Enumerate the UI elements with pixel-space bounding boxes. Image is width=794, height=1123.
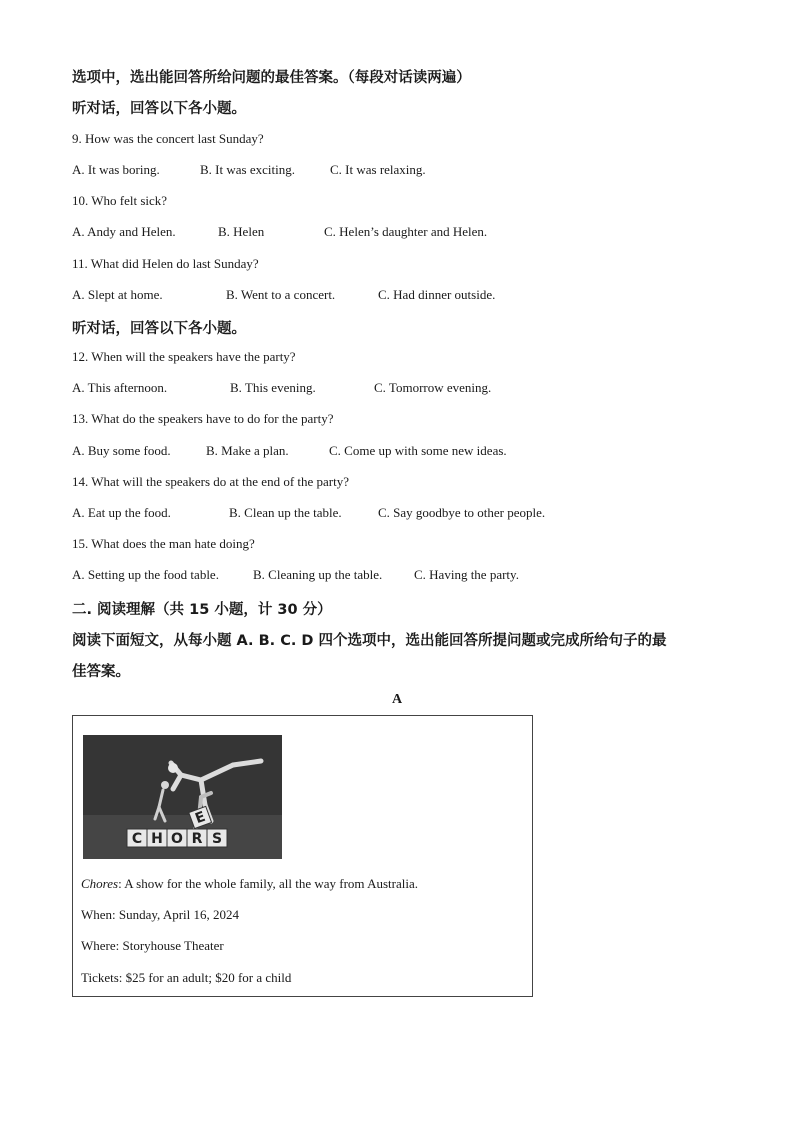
q10-option-c: C. Helen’s daughter and Helen. bbox=[324, 224, 488, 239]
q14-option-c: C. Say goodbye to other people. bbox=[378, 505, 546, 520]
show-tickets: Tickets: $25 for an adult; $20 for a child bbox=[81, 970, 292, 985]
q9-option-a: A. It was boring. bbox=[72, 162, 160, 177]
q13-option-a: A. Buy some food. bbox=[72, 443, 171, 458]
question-12: 12. When will the speakers have the party? bbox=[72, 349, 296, 364]
show-description bbox=[81, 876, 418, 892]
q13-option-c: C. Come up with some new ideas. bbox=[329, 443, 507, 458]
q14-option-a: A. Eat up the food. bbox=[72, 505, 171, 520]
block-letter: S bbox=[211, 831, 223, 847]
passage-label: A bbox=[391, 692, 403, 707]
q9-option-b: B. It was exciting. bbox=[200, 162, 295, 177]
question-9: 9. How was the concert last Sunday? bbox=[72, 131, 264, 146]
q11-option-a: A. Slept at home. bbox=[72, 287, 163, 302]
block-letter: O bbox=[171, 831, 183, 847]
q10-option-a: A. Andy and Helen. bbox=[72, 224, 176, 239]
section-intro-line-2: 佳答案。 bbox=[72, 664, 130, 680]
question-13: 13. What do the speakers have to do for the party? bbox=[72, 411, 334, 426]
show-desc-text: : A show for the whole family, all the way from Australia. bbox=[118, 876, 418, 891]
block-letter: E bbox=[193, 808, 208, 828]
show-when: When: Sunday, April 16, 2024 bbox=[81, 907, 240, 922]
question-10: 10. Who felt sick? bbox=[72, 193, 168, 208]
block-letter: C bbox=[131, 831, 143, 847]
block-letter: H bbox=[151, 831, 163, 847]
q10-option-b: B. Helen bbox=[218, 224, 265, 239]
q9-option-c: C. It was relaxing. bbox=[330, 162, 426, 177]
q14-option-b: B. Clean up the table. bbox=[229, 505, 342, 520]
ad-box bbox=[72, 715, 533, 997]
section-intro-line-1: 阅读下面短文，从每小题 A. B. C. D 四个选项中，选出能回答所提问题或完成所给句子的最 bbox=[72, 633, 667, 649]
q11-option-b: B. Went to a concert. bbox=[226, 287, 336, 302]
listen-instruction-2: 听对话，回答以下各小题。 bbox=[72, 321, 246, 337]
q15-option-b: B. Cleaning up the table. bbox=[253, 567, 383, 582]
q12-option-c: C. Tomorrow evening. bbox=[374, 380, 492, 395]
show-where: Where: Storyhouse Theater bbox=[81, 938, 224, 953]
q12-option-b: B. This evening. bbox=[230, 380, 316, 395]
question-11: 11. What did Helen do last Sunday? bbox=[72, 256, 259, 271]
section-title: 二. 阅读理解（共 15 小题，计 30 分） bbox=[72, 602, 332, 618]
q15-option-c: C. Having the party. bbox=[414, 567, 519, 582]
q11-option-c: C. Had dinner outside. bbox=[378, 287, 496, 302]
listen-instruction-1: 听对话，回答以下各小题。 bbox=[72, 101, 246, 117]
show-title: Chores bbox=[81, 876, 119, 891]
block-letter: R bbox=[191, 831, 203, 847]
question-15: 15. What does the man hate doing? bbox=[72, 536, 255, 551]
instruction-line: 选项中，选出能回答所给问题的最佳答案。（每段对话读两遍） bbox=[72, 70, 471, 86]
show-photo bbox=[83, 735, 282, 859]
q13-option-b: B. Make a plan. bbox=[206, 443, 289, 458]
q15-option-a: A. Setting up the food table. bbox=[72, 567, 219, 582]
question-14: 14. What will the speakers do at the end of the party? bbox=[72, 474, 350, 489]
q12-option-a: A. This afternoon. bbox=[72, 380, 168, 395]
